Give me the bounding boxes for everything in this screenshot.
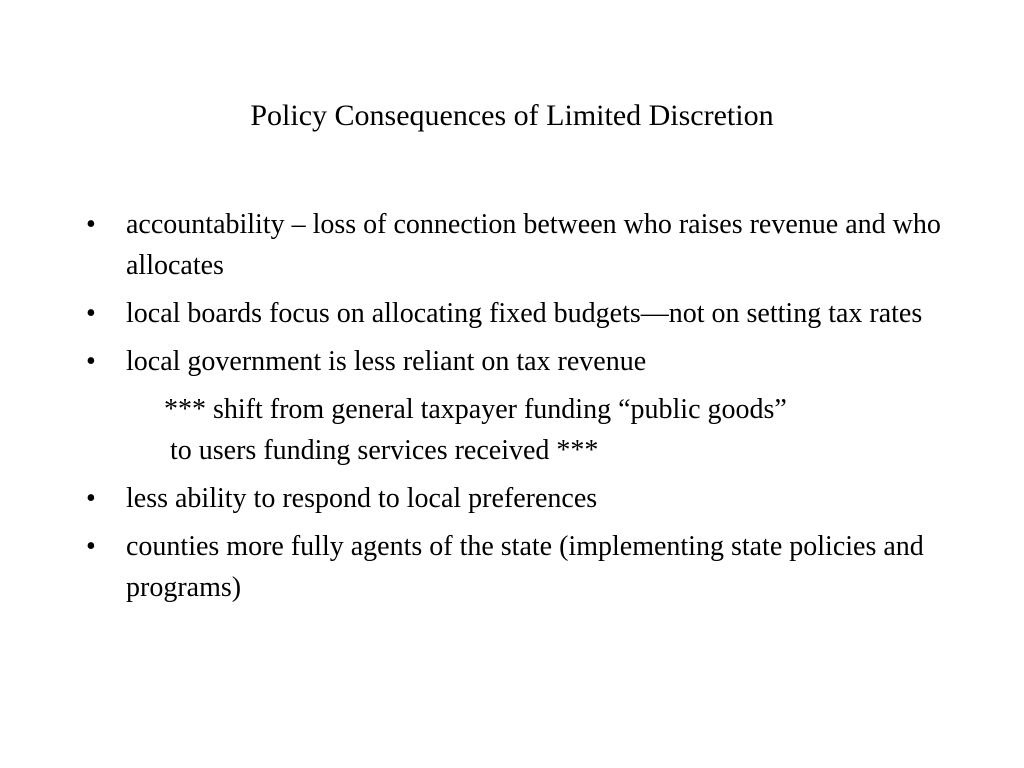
bullet-dot-icon: • bbox=[86, 209, 96, 240]
bullet-text: accountability – loss of connection between who raises revenue and who allocates bbox=[126, 209, 941, 281]
slide-title: Policy Consequences of Limited Discretion bbox=[250, 99, 774, 132]
bullet-text: local boards focus on allocating fixed budgets—not on setting tax rates bbox=[126, 298, 923, 329]
bullet-dot-icon: • bbox=[86, 298, 96, 329]
bullet-dot-icon: • bbox=[86, 346, 96, 377]
bullet-dot-icon: • bbox=[86, 483, 96, 514]
bullet-item-tax-revenue bbox=[86, 341, 946, 382]
bullet-text: local government is less reliant on tax revenue bbox=[126, 346, 647, 377]
bullet-text: less ability to respond to local preferences bbox=[126, 483, 598, 514]
bullet-item-accountability bbox=[86, 204, 946, 286]
bullet-list bbox=[86, 204, 946, 615]
bullet-item-local-boards bbox=[86, 293, 946, 334]
note-item-shift bbox=[86, 389, 946, 471]
bullet-item-counties-agents bbox=[86, 526, 946, 608]
bullet-dot-icon: • bbox=[86, 531, 96, 562]
bullet-item-local-preferences bbox=[86, 478, 946, 519]
bullet-text: counties more fully agents of the state (implementing state policies and programs) bbox=[126, 531, 924, 603]
note-line-1: *** shift from general taxpayer funding “public goods” bbox=[164, 394, 787, 425]
note-line-2: to users funding services received *** bbox=[170, 435, 599, 466]
